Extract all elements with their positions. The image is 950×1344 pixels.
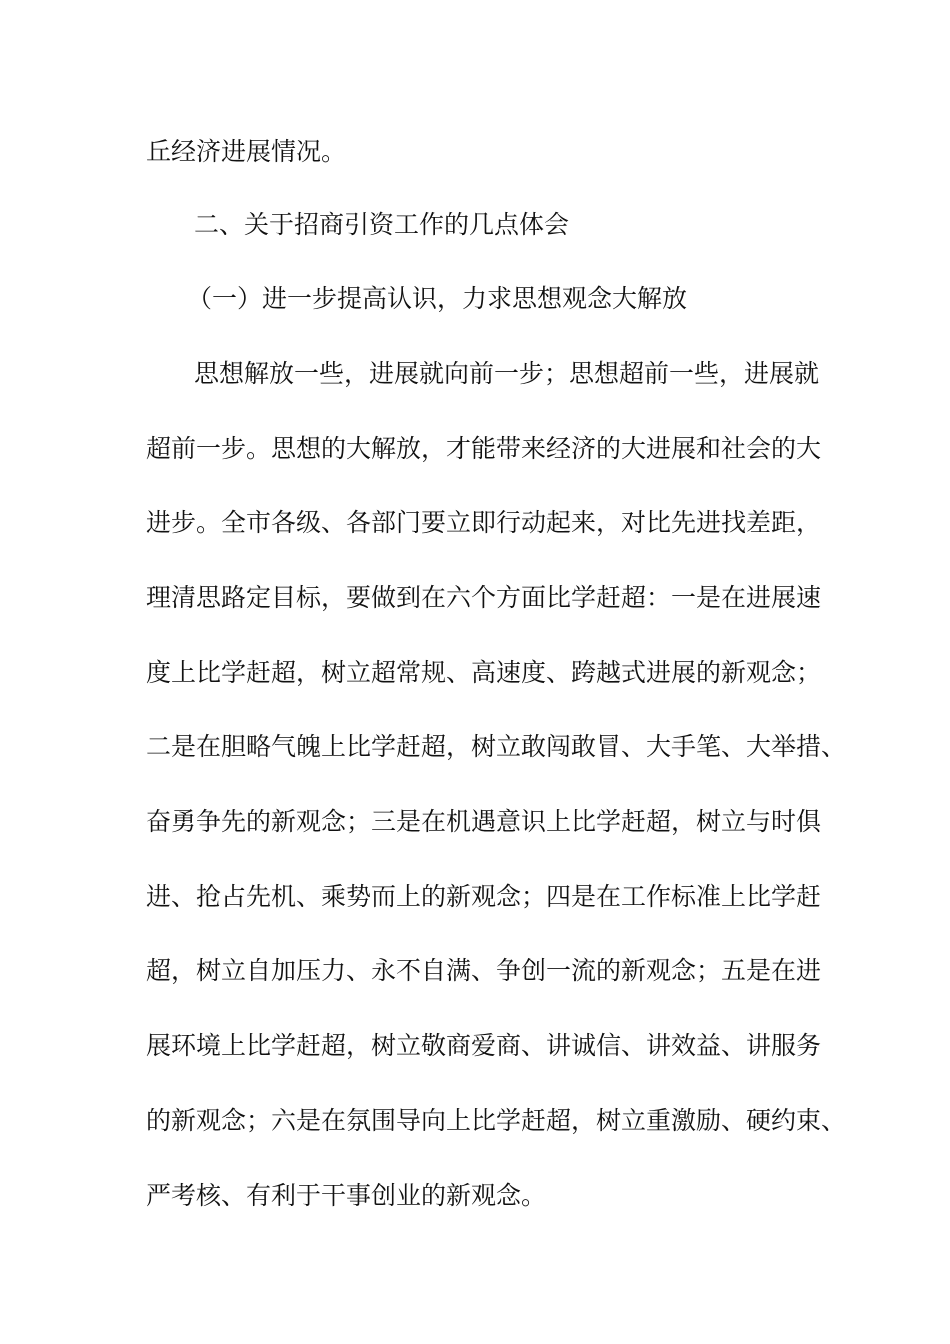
paragraph-line-9: 进、抢占先机、乘势而上的新观念；四是在工作标准上比学赶 bbox=[146, 882, 822, 911]
paragraph-line-10: 超，树立自加压力、永不自满、争创一流的新观念；五是在进 bbox=[146, 956, 822, 985]
paragraph-line-8: 奋勇争先的新观念；三是在机遇意识上比学赶超，树立与时俱 bbox=[146, 807, 822, 836]
paragraph-line-5: 理清思路定目标，要做到在六个方面比学赶超：一是在进展速 bbox=[146, 583, 822, 612]
subsection-heading: （一）进一步提高认识，力求思想观念大解放 bbox=[187, 284, 688, 313]
paragraph-line-6: 度上比学赶超，树立超常规、高速度、跨越式进展的新观念； bbox=[146, 658, 822, 687]
paragraph-line-7: 二是在胆略气魄上比学赶超，树立敢闯敢冒、大手笔、大举措、 bbox=[146, 732, 847, 761]
section-heading: 二、关于招商引资工作的几点体会 bbox=[194, 210, 570, 239]
paragraph-line-3: 超前一步。思想的大解放，才能带来经济的大进展和社会的大 bbox=[146, 434, 822, 463]
paragraph-line-13: 严考核、有利于干事创业的新观念。 bbox=[146, 1181, 547, 1210]
paragraph-line-4: 进步。全市各级、各部门要立即行动起来，对比先进找差距， bbox=[146, 508, 822, 537]
paragraph-line-2: 思想解放一些，进展就向前一步；思想超前一些，进展就 bbox=[194, 359, 820, 388]
paragraph-line-12: 的新观念；六是在氛围导向上比学赶超，树立重激励、硬约束、 bbox=[146, 1106, 847, 1135]
paragraph-line-1: 丘经济进展情况。 bbox=[146, 137, 347, 166]
paragraph-line-11: 展环境上比学赶超，树立敬商爱商、讲诚信、讲效益、讲服务 bbox=[146, 1031, 822, 1060]
